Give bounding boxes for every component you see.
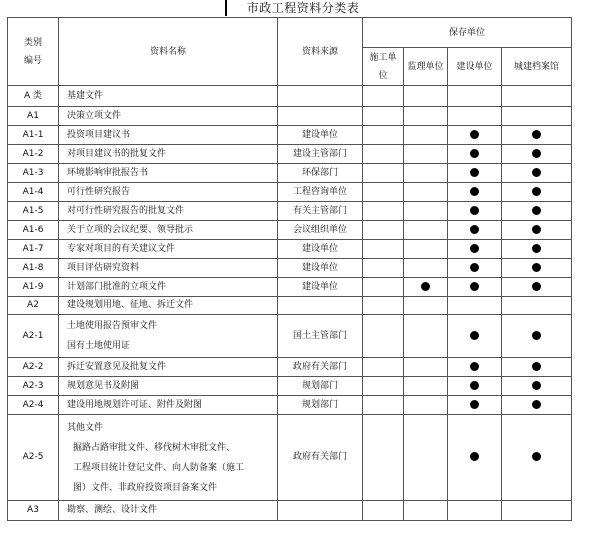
row-source: 国土主管部门 xyxy=(278,315,363,358)
keeper-supervision-cell xyxy=(404,202,448,221)
row-document-name: 专家对项目的有关建议文件 xyxy=(59,240,278,259)
keeper-construction-cell xyxy=(363,315,404,358)
row-source: 建设单位 xyxy=(278,126,363,145)
row-category-id: A1-6 xyxy=(8,221,59,240)
table-body xyxy=(8,18,572,521)
keeper-mark-dot xyxy=(532,331,541,340)
row-document-name: 勘察、测绘、设计文件 xyxy=(59,501,278,521)
row-source: 政府有关部门 xyxy=(278,358,363,377)
row-category-id: A1-3 xyxy=(8,164,59,183)
keeper-construction-cell xyxy=(363,164,404,183)
keeper-builder-cell xyxy=(448,501,502,521)
keeper-mark-dot xyxy=(470,362,479,371)
table-row xyxy=(8,259,572,278)
keeper-construction-cell xyxy=(363,501,404,521)
row-source: 有关主管部门 xyxy=(278,202,363,221)
keeper-builder-cell xyxy=(448,183,502,202)
keeper-mark-dot xyxy=(470,282,479,291)
row-document-name: 对可行性研究报告的批复文件 xyxy=(59,202,278,221)
keeper-archive-cell xyxy=(502,145,572,164)
table-row xyxy=(8,278,572,297)
keeper-builder-cell xyxy=(448,278,502,297)
keeper-archive-cell xyxy=(502,86,572,107)
keeper-construction-cell xyxy=(363,183,404,202)
row-document-name: 对项目建议书的批复文件 xyxy=(59,145,278,164)
table-row xyxy=(8,240,572,259)
row-document-name-line: 工程项目统计登记文件、向人防备案（施工 xyxy=(73,462,245,473)
keeper-mark-dot xyxy=(470,130,479,139)
table-row xyxy=(8,86,572,107)
keeper-mark-dot xyxy=(532,130,541,139)
keeper-construction-cell xyxy=(363,202,404,221)
keeper-mark-dot xyxy=(470,168,479,177)
keeper-builder-cell xyxy=(448,297,502,315)
row-source: 规划部门 xyxy=(278,377,363,396)
keeper-archive-cell xyxy=(502,221,572,240)
keeper-archive-cell xyxy=(502,358,572,377)
row-source: 环保部门 xyxy=(278,164,363,183)
row-category-id: A1-4 xyxy=(8,183,59,202)
keeper-builder-cell xyxy=(448,86,502,107)
keeper-mark-dot xyxy=(421,282,430,291)
keeper-construction-cell xyxy=(363,358,404,377)
row-category-id: A2-5 xyxy=(8,415,59,501)
row-document-name-line: 图）文件、非政府投资项目备案文件 xyxy=(73,482,218,493)
row-source xyxy=(278,501,363,521)
table-row xyxy=(8,183,572,202)
keeper-archive-cell xyxy=(502,259,572,278)
row-document-name-line: 土地使用报告预审文件 xyxy=(67,321,158,331)
keeper-mark-dot xyxy=(470,225,479,234)
keeper-construction-cell xyxy=(363,297,404,315)
row-category-id: A1-1 xyxy=(8,126,59,145)
keeper-supervision-cell xyxy=(404,396,448,415)
keeper-construction-cell xyxy=(363,415,404,501)
keeper-supervision-cell xyxy=(404,377,448,396)
keeper-builder-cell xyxy=(448,377,502,396)
keeper-builder-cell xyxy=(448,396,502,415)
row-source: 会议组织单位 xyxy=(278,221,363,240)
keeper-mark-dot xyxy=(470,149,479,158)
keeper-builder-cell xyxy=(448,107,502,126)
keeper-mark-dot xyxy=(532,168,541,177)
row-category-id: A1-7 xyxy=(8,240,59,259)
keeper-builder-cell xyxy=(448,145,502,164)
keeper-supervision-cell xyxy=(404,126,448,145)
keeper-construction-cell xyxy=(363,259,404,278)
keeper-builder-cell xyxy=(448,164,502,183)
row-document-name: 规划意见书及附图 xyxy=(59,377,278,396)
keeper-builder-cell xyxy=(448,315,502,358)
keeper-supervision-cell xyxy=(404,501,448,521)
table-row xyxy=(8,377,572,396)
row-source: 建设单位 xyxy=(278,240,363,259)
row-document-name: 基建文件 xyxy=(59,86,278,107)
keeper-supervision-cell xyxy=(404,259,448,278)
keeper-supervision-cell xyxy=(404,145,448,164)
row-document-name: 计划部门批准的立项文件 xyxy=(59,278,278,297)
row-document-name-line: 掘路占路审批文件、移伐树木审批文件、 xyxy=(73,442,236,453)
keeper-builder-cell xyxy=(448,358,502,377)
row-category-id: A 类 xyxy=(8,86,59,107)
keeper-construction-cell xyxy=(363,126,404,145)
row-document-name: 项目评估研究资料 xyxy=(59,259,278,278)
header-category-line2: 编号 xyxy=(23,55,42,66)
table-row xyxy=(8,202,572,221)
header-name: 资料名称 xyxy=(59,18,278,86)
keeper-mark-dot xyxy=(532,225,541,234)
row-document-name: 建设规划用地、征地、拆迁文件 xyxy=(59,297,278,315)
header-category-line1: 类别 xyxy=(23,37,42,48)
row-document-name: 投资项目建议书 xyxy=(59,126,278,145)
keeper-builder-cell xyxy=(448,202,502,221)
keeper-builder-cell xyxy=(448,240,502,259)
keeper-supervision-cell xyxy=(404,297,448,315)
header-keeper-supervision: 监理单位 xyxy=(404,48,448,86)
table-row xyxy=(8,297,572,315)
keeper-mark-dot xyxy=(532,263,541,272)
keeper-archive-cell xyxy=(502,107,572,126)
keeper-archive-cell xyxy=(502,126,572,145)
keeper-supervision-cell xyxy=(404,415,448,501)
row-document-name: 建设用地规划许可证、附件及附图 xyxy=(59,396,278,415)
keeper-mark-dot xyxy=(532,400,541,409)
keeper-archive-cell xyxy=(502,164,572,183)
row-source xyxy=(278,107,363,126)
header-row-1 xyxy=(8,18,572,48)
keeper-construction-cell xyxy=(363,240,404,259)
row-source: 建设主管部门 xyxy=(278,145,363,164)
row-category-id: A1 xyxy=(8,107,59,126)
keeper-construction-cell xyxy=(363,107,404,126)
keeper-archive-cell xyxy=(502,501,572,521)
table-row xyxy=(8,126,572,145)
row-document-name: 决策立项文件 xyxy=(59,107,278,126)
keeper-mark-dot xyxy=(532,381,541,390)
keeper-construction-cell xyxy=(363,396,404,415)
keeper-mark-dot xyxy=(532,282,541,291)
row-document-name: 可行性研究报告 xyxy=(59,183,278,202)
keeper-archive-cell xyxy=(502,315,572,358)
keeper-construction-cell xyxy=(363,377,404,396)
keeper-mark-dot xyxy=(532,244,541,253)
header-category xyxy=(8,18,59,86)
row-source xyxy=(278,297,363,315)
keeper-mark-dot xyxy=(470,263,479,272)
keeper-mark-dot xyxy=(470,400,479,409)
keeper-construction-cell xyxy=(363,221,404,240)
table-row xyxy=(8,221,572,240)
row-document-name-line: 国有土地使用证 xyxy=(67,341,131,351)
keeper-supervision-cell xyxy=(404,86,448,107)
row-category-id: A1-5 xyxy=(8,202,59,221)
table-row xyxy=(8,164,572,183)
row-category-id: A1-9 xyxy=(8,278,59,297)
keeper-archive-cell xyxy=(502,278,572,297)
table-row xyxy=(8,107,572,126)
table-row xyxy=(8,501,572,521)
keeper-builder-cell xyxy=(448,415,502,501)
table-row xyxy=(8,358,572,377)
keeper-mark-dot xyxy=(532,149,541,158)
row-source: 工程咨询单位 xyxy=(278,183,363,202)
keeper-builder-cell xyxy=(448,221,502,240)
keeper-mark-dot xyxy=(470,244,479,253)
row-document-name-line: 其他文件 xyxy=(67,422,104,433)
row-category-id: A1-8 xyxy=(8,259,59,278)
row-document-name: 环境影响审批报告书 xyxy=(59,164,278,183)
keeper-archive-cell xyxy=(502,396,572,415)
keeper-supervision-cell xyxy=(404,107,448,126)
keeper-mark-dot xyxy=(532,452,541,461)
row-source: 政府有关部门 xyxy=(278,415,363,501)
row-source xyxy=(278,86,363,107)
row-category-id: A1-2 xyxy=(8,145,59,164)
keeper-mark-dot xyxy=(470,452,479,461)
keeper-mark-dot xyxy=(532,187,541,196)
row-category-id: A2-2 xyxy=(8,358,59,377)
table-row xyxy=(8,396,572,415)
keeper-mark-dot xyxy=(470,206,479,215)
keeper-supervision-cell xyxy=(404,240,448,259)
keeper-archive-cell xyxy=(502,240,572,259)
table-row xyxy=(8,415,572,501)
row-category-id: A3 xyxy=(8,501,59,521)
table-row xyxy=(8,145,572,164)
keeper-archive-cell xyxy=(502,202,572,221)
keeper-builder-cell xyxy=(448,259,502,278)
keeper-mark-dot xyxy=(470,381,479,390)
row-category-id: A2-4 xyxy=(8,396,59,415)
row-source: 规划部门 xyxy=(278,396,363,415)
keeper-mark-dot xyxy=(470,187,479,196)
keeper-mark-dot xyxy=(470,331,479,340)
keeper-construction-cell xyxy=(363,145,404,164)
row-document-name: 拆迁安置意见及批复文件 xyxy=(59,358,278,377)
row-document-name xyxy=(59,315,278,358)
keeper-archive-cell xyxy=(502,415,572,501)
keeper-supervision-cell xyxy=(404,278,448,297)
keeper-supervision-cell xyxy=(404,221,448,240)
keeper-archive-cell xyxy=(502,183,572,202)
keeper-supervision-cell xyxy=(404,164,448,183)
keeper-supervision-cell xyxy=(404,183,448,202)
row-document-name: 关于立项的会议纪要、领导批示 xyxy=(59,221,278,240)
header-keeper-group: 保存单位 xyxy=(363,18,572,48)
header-keeper-archive: 城建档案馆 xyxy=(502,48,572,86)
keeper-archive-cell xyxy=(502,297,572,315)
row-source: 建设单位 xyxy=(278,259,363,278)
row-category-id: A2 xyxy=(8,297,59,315)
row-category-id: A2-1 xyxy=(8,315,59,358)
document-title: 市政工程资料分类表 xyxy=(246,1,360,15)
header-keeper-builder: 建设单位 xyxy=(448,48,502,86)
keeper-construction-cell xyxy=(363,278,404,297)
keeper-supervision-cell xyxy=(404,358,448,377)
row-document-name xyxy=(59,415,278,501)
row-category-id: A2-3 xyxy=(8,377,59,396)
keeper-construction-cell xyxy=(363,86,404,107)
keeper-mark-dot xyxy=(532,362,541,371)
row-source: 建设单位 xyxy=(278,278,363,297)
keeper-archive-cell xyxy=(502,377,572,396)
header-source: 资料来源 xyxy=(278,18,363,86)
header-keeper-construction: 施工单位 xyxy=(363,48,404,86)
classification-table xyxy=(7,17,572,521)
keeper-supervision-cell xyxy=(404,315,448,358)
keeper-builder-cell xyxy=(448,126,502,145)
table-row xyxy=(8,315,572,358)
keeper-mark-dot xyxy=(532,206,541,215)
